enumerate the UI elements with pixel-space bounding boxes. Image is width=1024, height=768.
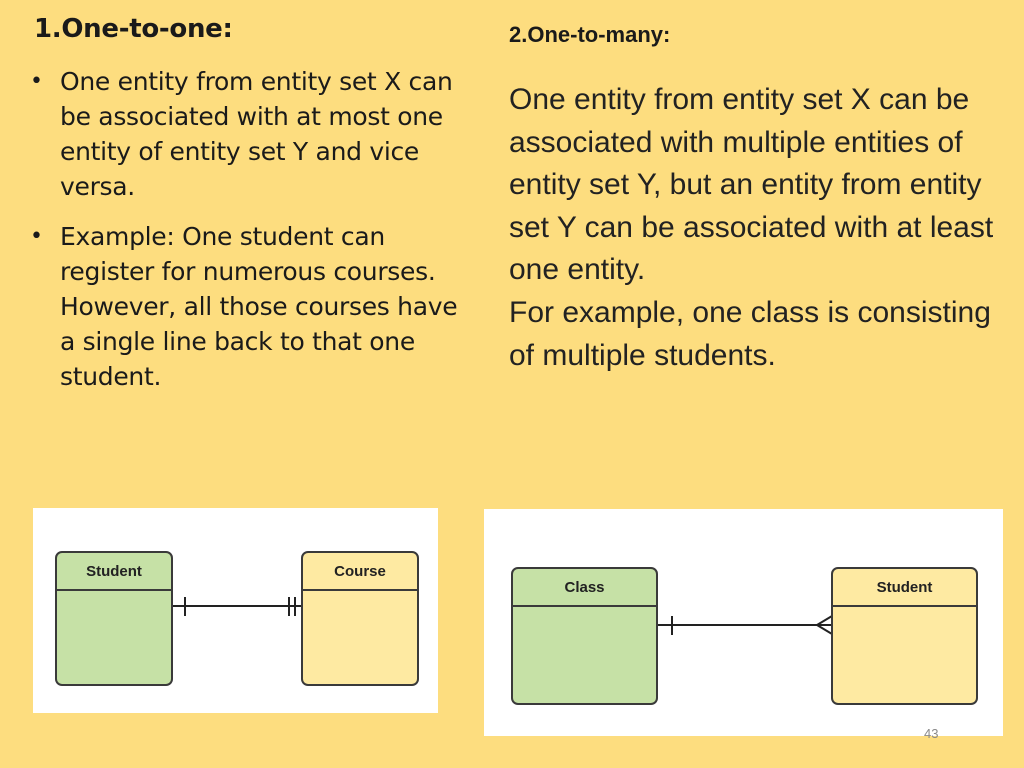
crow-foot-top	[817, 616, 832, 625]
entity-course-title: Course	[303, 553, 417, 591]
left-bullet-list	[28, 64, 473, 409]
right-heading: 2.One-to-many:	[509, 22, 671, 47]
entity-class-title: Class	[513, 569, 656, 607]
bullet-text: Example: One student can register for numerous courses. However, all those courses have a single line back to that one student.	[60, 222, 458, 391]
right-paragraph-definition: One entity from entity set X can be associated with multiple entities of entity set Y, but an entity from entity set Y can be associated with at least one entity.	[509, 83, 994, 287]
bullet-dot-icon: •	[30, 69, 43, 94]
entity-student	[55, 551, 173, 686]
bullet-item	[28, 219, 473, 394]
one-to-one-diagram	[33, 508, 438, 713]
entity-course	[301, 551, 419, 686]
bullet-text: One entity from entity set X can be associated with at most one entity of entity set Y and vice versa.	[60, 67, 453, 201]
bullet-dot-icon: •	[30, 224, 43, 249]
entity-student	[831, 567, 978, 705]
one-to-many-diagram	[484, 509, 1003, 736]
entity-class	[511, 567, 658, 705]
page-number: 43	[924, 726, 939, 741]
entity-student-title: Student	[57, 553, 171, 591]
right-paragraph-example: For example, one class is consisting of multiple students.	[509, 295, 991, 372]
right-paragraph	[509, 79, 1009, 377]
left-heading: 1.One-to-one:	[34, 14, 233, 44]
entity-student-title: Student	[833, 569, 976, 607]
crow-foot-bottom	[817, 625, 832, 634]
bullet-item	[28, 64, 473, 204]
